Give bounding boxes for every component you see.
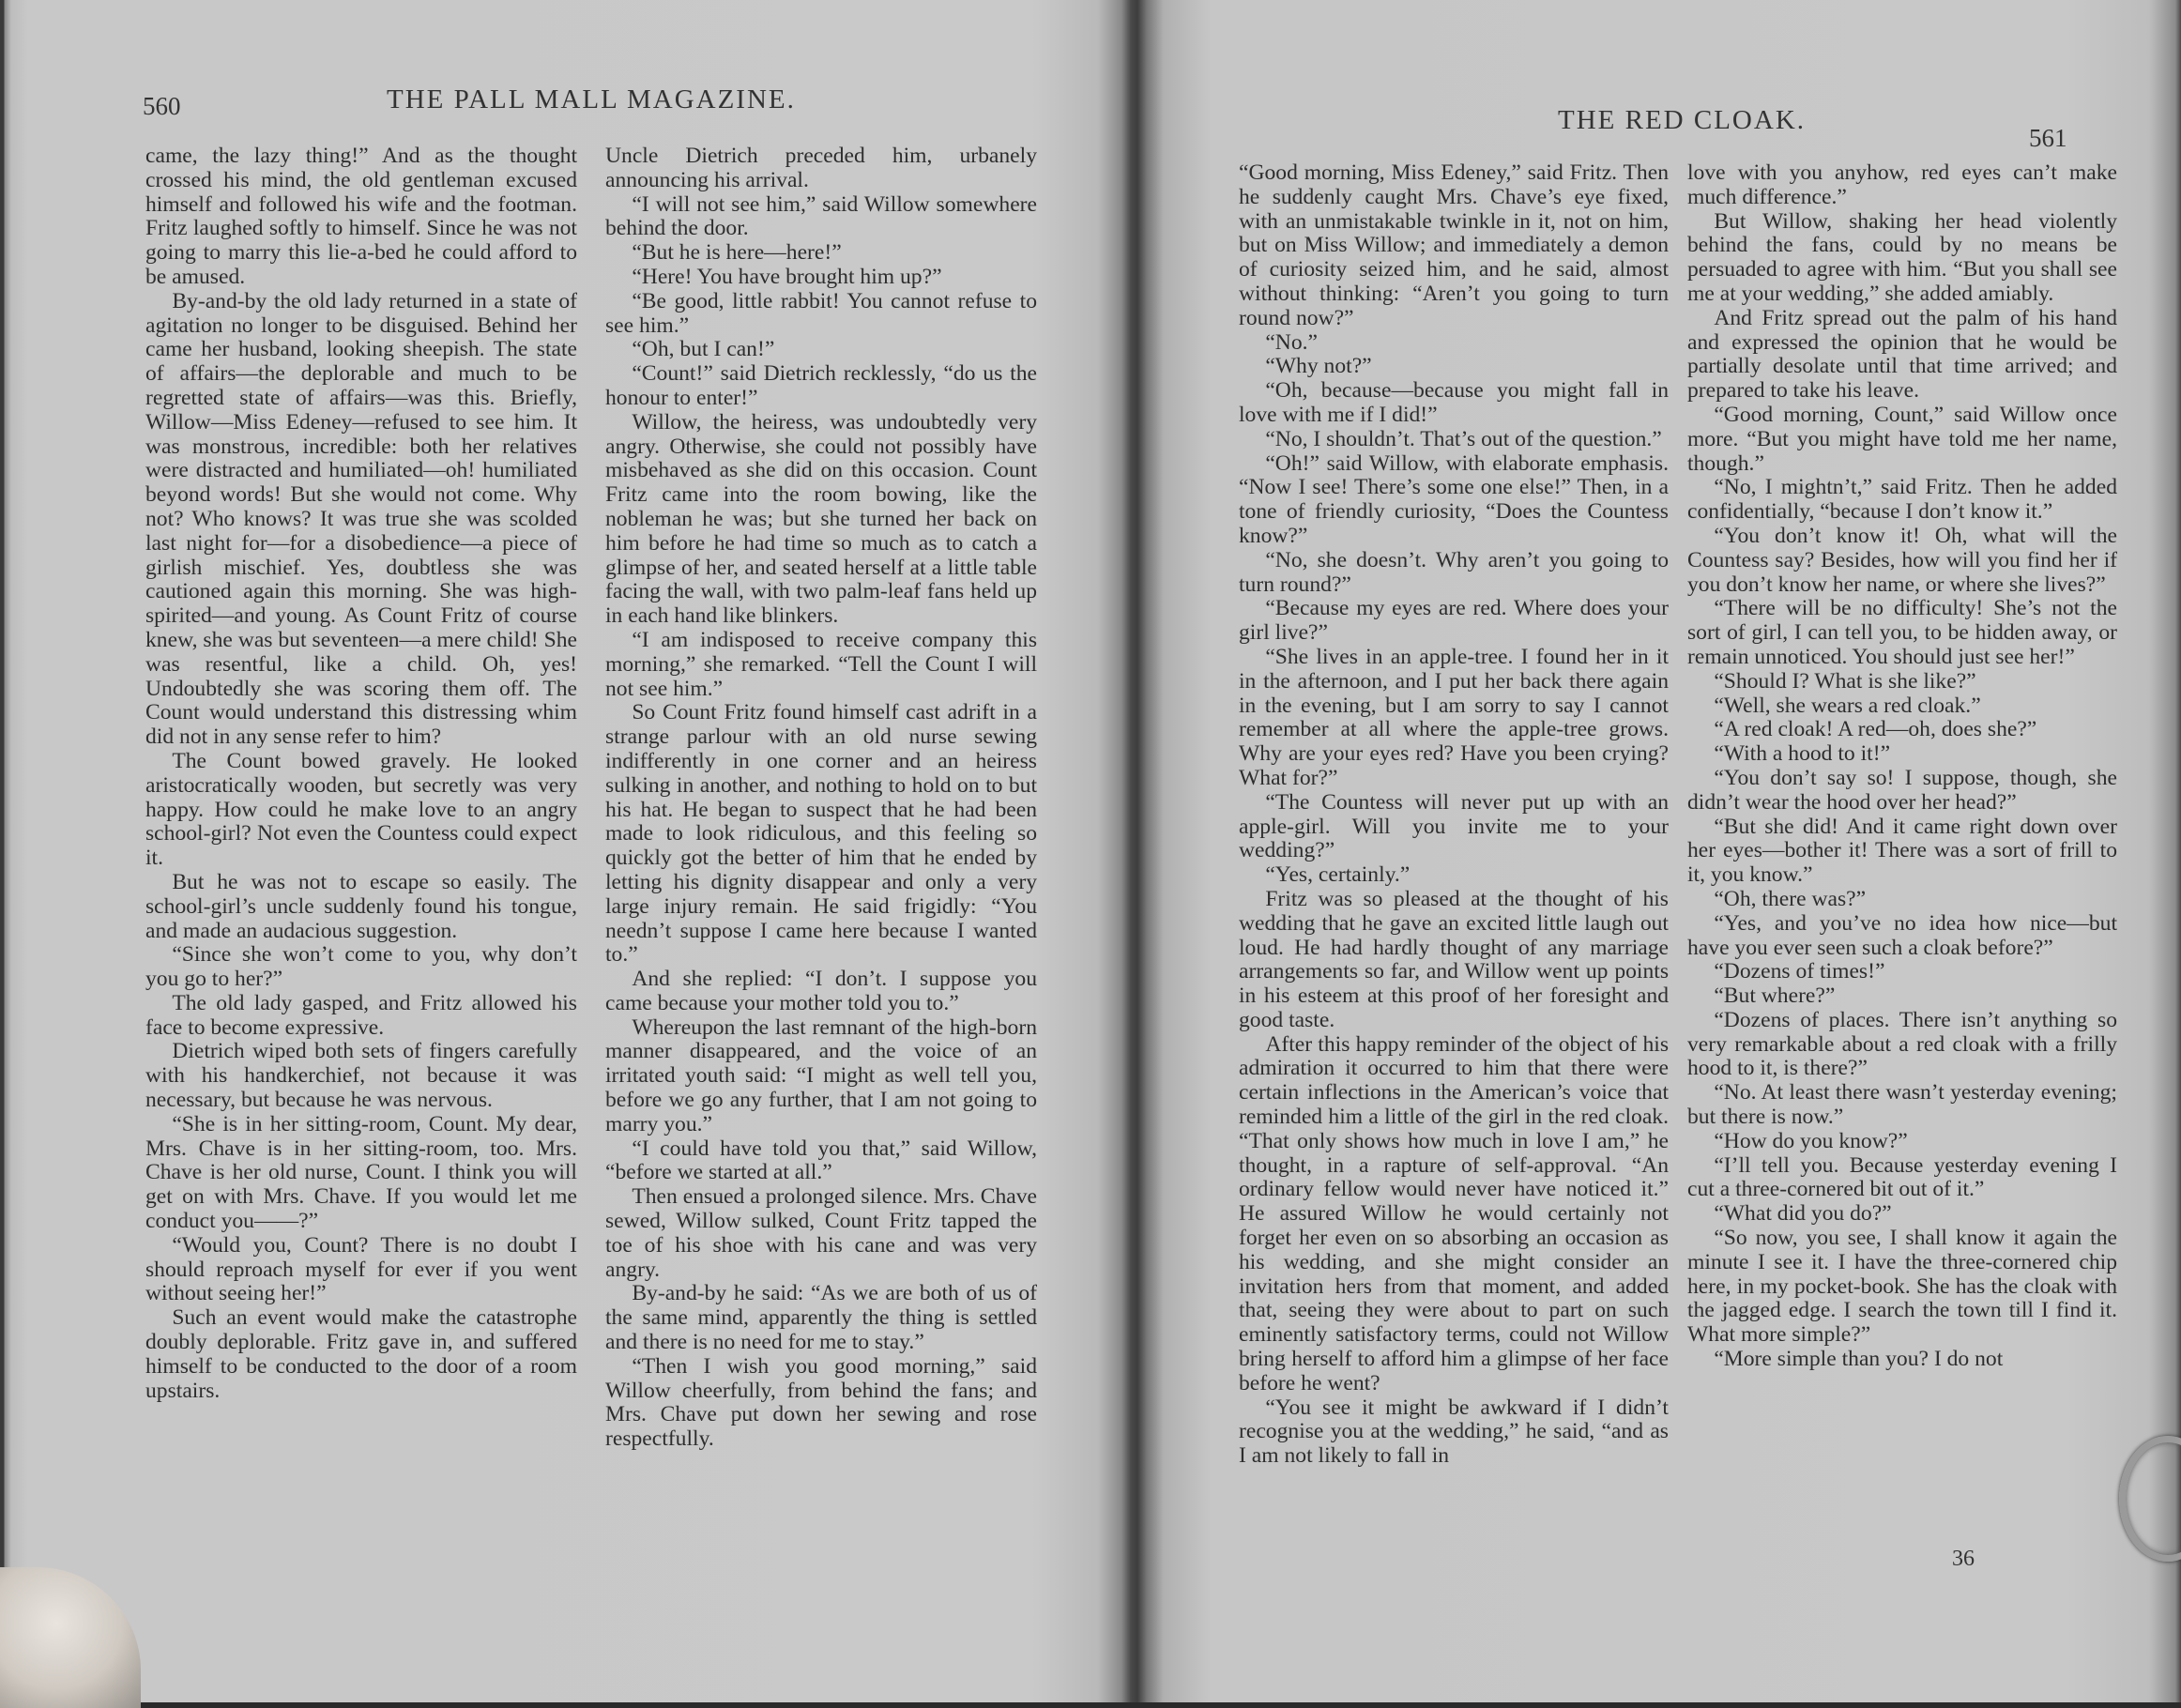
paragraph: Uncle Dietrich preceded him, urbanely announcing his arrival. [605,144,1037,192]
paragraph: “Since she won’t come to you, why don’t you go to her?” [145,942,577,992]
paragraph: So Count Fritz found himself cast adrift in a strange parlour with an old nurse sewing indifferently in one corner and an heiress sulking in another, and nothing to hold on to but his hat. He began to suspect that he had been made to look ridiculous, and this feeling so quickly got the better of him that he ended by letting his dignity disappear and only a very large injury remain. He said frigidly: “You needn’t suppose I came here because I wanted to.” [605,700,1037,968]
left-column-2 [605,145,1037,1452]
paragraph: “Yes, and you’ve no idea how nice—but have you ever seen such a cloak before?” [1687,910,2117,960]
paragraph: “Here! You have brought him up?” [632,264,942,289]
paragraph: “You see it might be awkward if I didn’t recognise you at the wedding,” he said, “and as I am not likely to fall in [1239,1395,1669,1469]
paragraph: “No. At least there wasn’t yesterday evening; but there is now.” [1687,1080,2117,1130]
paragraph: “Oh!” said Willow, with elaborate emphasis. “Now I see! There’s some one else!” Then, in a tone of friendly curiosity, “Does the Countess know?” [1239,450,1669,548]
paragraph: “You don’t say so! I suppose, though, she didn’t wear the hood over her head?” [1687,765,2117,815]
right-page [1136,0,2181,1702]
paragraph: “How do you know?” [1714,1128,1908,1153]
right-column-2 [1687,161,2117,1372]
paragraph: “Oh, but I can!” [632,337,775,362]
paragraph: “No, I shouldn’t. That’s out of the question.” [1265,426,1662,451]
paragraph: “No.” [1265,329,1318,355]
paragraph: “There will be no difficulty! She’s not the sort of girl, I can tell you, to be hidden away, or remain unnoticed. You should just see her!” [1687,596,2117,669]
paragraph: “No, I mightn’t,” said Fritz. Then he added confidentially, “because I don’t know it.” [1687,475,2117,525]
paragraph: “What did you do?” [1714,1201,1892,1227]
left-column-1 [145,145,577,1403]
paragraph: “Good morning, Miss Edeney,” said Fritz. Then he suddenly caught Mrs. Chave’s eye fixed, with an unmistakable twinkle in it, not on him, but on Miss Willow; and immediately a demon of curiosity seized him, and he said, almost without thinking: “Aren’t you going to turn round now?” [1239,160,1669,330]
paragraph: “I could have told you that,” said Willow, “before we started at all.” [605,1136,1037,1185]
paragraph: “I’ll tell you. Because yesterday evening I cut a three-cornered bit out of it.” [1687,1152,2117,1202]
paragraph: Dietrich wiped both sets of fingers carefully with his handkerchief, not because it was necessary, but because he was nervous. [145,1039,577,1113]
paragraph: “So now, you see, I shall know it again the minute I see it. I have the three-cornered chip here, in my pocket-book. She has the cloak with the jagged edge. I search the town till I find it. What more simple?” [1687,1226,2117,1348]
paragraph: “She lives in an apple-tree. I found her in it in the afternoon, and I put her back there again in the evening, but I am sorry to say I cannot remember at all where the apple-tree grows. Why are your eyes red? Have you been crying? What for?” [1239,644,1669,790]
paragraph: “I will not see him,” said Willow somewhere behind the door. [605,191,1037,241]
paragraph: And she replied: “I don’t. I suppose you came because your mother told you to.” [605,967,1037,1015]
paragraph: Willow, the heiress, was undoubtedly very angry. Otherwise, she could not possibly have misbehaved as she did on this occasion. Count Fritz came into the room bowing, like the nobleman he was; but she turned her back on him before he had time so much as to catch a glimpse of her, and seated herself at a little table facing the wall, with two palm-leaf fans held up in each hand like blinkers. [605,409,1037,629]
paragraph: “Should I? What is she like?” [1714,668,1976,694]
paragraph: “Why not?” [1265,354,1372,379]
paragraph: But he was not to escape so easily. The school-girl’s uncle suddenly found his tongue, and made an audacious suggestion. [145,869,577,943]
paragraph: By-and-by he said: “As we are both of us of the same mind, apparently the thing is settled and there is no need for me to stay.” [605,1281,1037,1355]
paragraph: came, the lazy thing!” And as the thought crossed his mind, the old gentleman excused himself and followed his wife and the footman. Fritz laughed softly to himself. Since he was not going to marry this lie-a-bed he could afford to be amused. [145,144,577,289]
paragraph: “With a hood to it!” [1714,741,1891,767]
paragraph: “Count!” said Dietrich recklessly, “do us the honour to enter!” [605,361,1037,410]
paragraph: By-and-by the old lady returned in a state of agitation no longer to be disguised. Behind her came her husband, looking sheepish. The state of affairs—the deplorable and much to be regretted state of affairs—was this. Briefly, Willow—Miss Edeney—refused to see him. It was monstrous, incredible: both her relatives were distracted and humiliated—oh! humiliated beyond words! But she would not come. Why not? Who knows? It was true she was scolded last night for—for a disobedience—a piece of girlish mischief. Yes, doubtless she was cautioned again this morning. She was high-spirited—and young. As Count Fritz of course knew, she was but seventeen—a mere child! She was resentful, like a child. Oh, yes! Undoubtedly she was scoring them off. The Count would understand this distressing whim did not in any sense refer to him? [145,288,577,750]
paragraph: love with you anyhow, red eyes can’t make much difference.” [1687,160,2117,209]
paragraph: “More simple than you? I do not [1714,1347,2004,1372]
paragraph: “But he is here—here!” [632,240,842,266]
right-running-head: THE RED CLOAK. [1558,105,1807,135]
paragraph: “Good morning, Count,” said Willow once more. “But you might have told me her name, though.” [1687,402,2117,476]
left-page-number: 560 [143,92,181,120]
paragraph: Whereupon the last remnant of the high-born manner disappeared, and the voice of an irritated youth said: “I might as well tell you, before we go any further, that I am not going to marry you.” [605,1014,1037,1136]
paragraph: “A red cloak! A red—oh, does she?” [1714,717,2037,742]
paragraph: “Dozens of places. There isn’t anything so very remarkable about a red cloak with a frilly hood to it, is there?” [1687,1007,2117,1081]
paragraph: “Because my eyes are red. Where does your girl live?” [1239,596,1669,646]
paragraph: “Yes, certainly.” [1265,862,1411,888]
paragraph: The old lady gasped, and Fritz allowed his face to become expressive. [145,990,577,1040]
paragraph: “No, she doesn’t. Why aren’t you going to turn round?” [1239,547,1669,597]
right-page-number: 561 [2029,124,2067,152]
right-column-1 [1239,161,1669,1469]
paragraph: “You don’t know it! Oh, what will the Countess say? Besides, how will you find her if you don’t know her name, or where she lives?” [1687,523,2117,597]
paragraph: “Be good, little rabbit! You cannot refuse to see him.” [605,288,1037,338]
paragraph: Fritz was so pleased at the thought of his wedding that he gave an excited little laugh out loud. He had hardly thought of any marriage arrangements so far, and Willow went up points in his esteem at this proof of her foresight and good taste. [1239,886,1669,1032]
paragraph: “The Countess will never put up with an apple-girl. Will you invite me to your wedding?” [1239,789,1669,863]
left-running-head: THE PALL MALL MAGAZINE. [387,84,796,114]
paragraph: The Count bowed gravely. He looked aristocratically wooden, but secretly was very happy. How could he make love to an angry school-girl? Not even the Countess could expect it. [145,748,577,871]
paragraph: “I am indisposed to receive company this morning,” she remarked. “Tell the Count I will not see him.” [605,627,1037,701]
paragraph: “She is in her sitting-room, Count. My dear, Mrs. Chave is in her sitting-room, too. Mrs. Chave is her old nurse, Count. I think you will get on with Mrs. Chave. If you would let me conduct you——?” [145,1111,577,1234]
paragraph: “Would you, Count? There is no doubt I should reproach myself for ever if you went without seeing her!” [145,1232,577,1306]
paragraph: “But she did! And it came right down over her eyes—bother it! There was a sort of frill to it, you know.” [1687,814,2117,888]
paragraph: “Oh, there was?” [1714,886,1867,911]
signature-mark: 36 [1952,1547,1975,1571]
paragraph: But Willow, shaking her head violently behind the fans, could by no means be persuaded to agree with him. “But you shall see me at your wedding,” she added amiably. [1687,208,2117,306]
paragraph: “Well, she wears a red cloak.” [1714,693,1981,718]
paragraph: “Then I wish you good morning,” said Willow cheerfully, from behind the fans; and Mrs. Chave put down her sewing and rose respectfully. [605,1353,1037,1452]
paragraph: After this happy reminder of the object of his admiration it occurred to him that there were certain inflections in the American’s voice that reminded him a little of the girl in the red cloak. “That only shows how much in love I am,” he thought, in a rapture of self-approval. “An ordinary fellow would never have noticed it.” He assured Willow he would certainly not forget her even on so absorbing an occasion as his wedding, and she might consider an invitation hers from that moment, and added that, seeing they were about to part on such eminently satisfactory terms, could not Willow bring herself to afford him a glimpse of her face before he went? [1239,1031,1669,1395]
paragraph: And Fritz spread out the palm of his hand and expressed the opinion that he would be partially desolate until that time arrived; and prepared to take his leave. [1687,305,2117,404]
paragraph: Then ensued a prolonged silence. Mrs. Chave sewed, Willow sulked, Count Fritz tapped the toe of his shoe with his cane and was very angry. [605,1184,1037,1282]
paragraph: “But where?” [1714,984,1836,1009]
paragraph: “Oh, because—because you might fall in love with me if I did!” [1239,378,1669,427]
paragraph: Such an event would make the catastrophe doubly deplorable. Fritz gave in, and suffered himself to be conducted to the door of a room upstairs. [145,1305,577,1403]
paragraph: “Dozens of times!” [1714,959,1885,984]
